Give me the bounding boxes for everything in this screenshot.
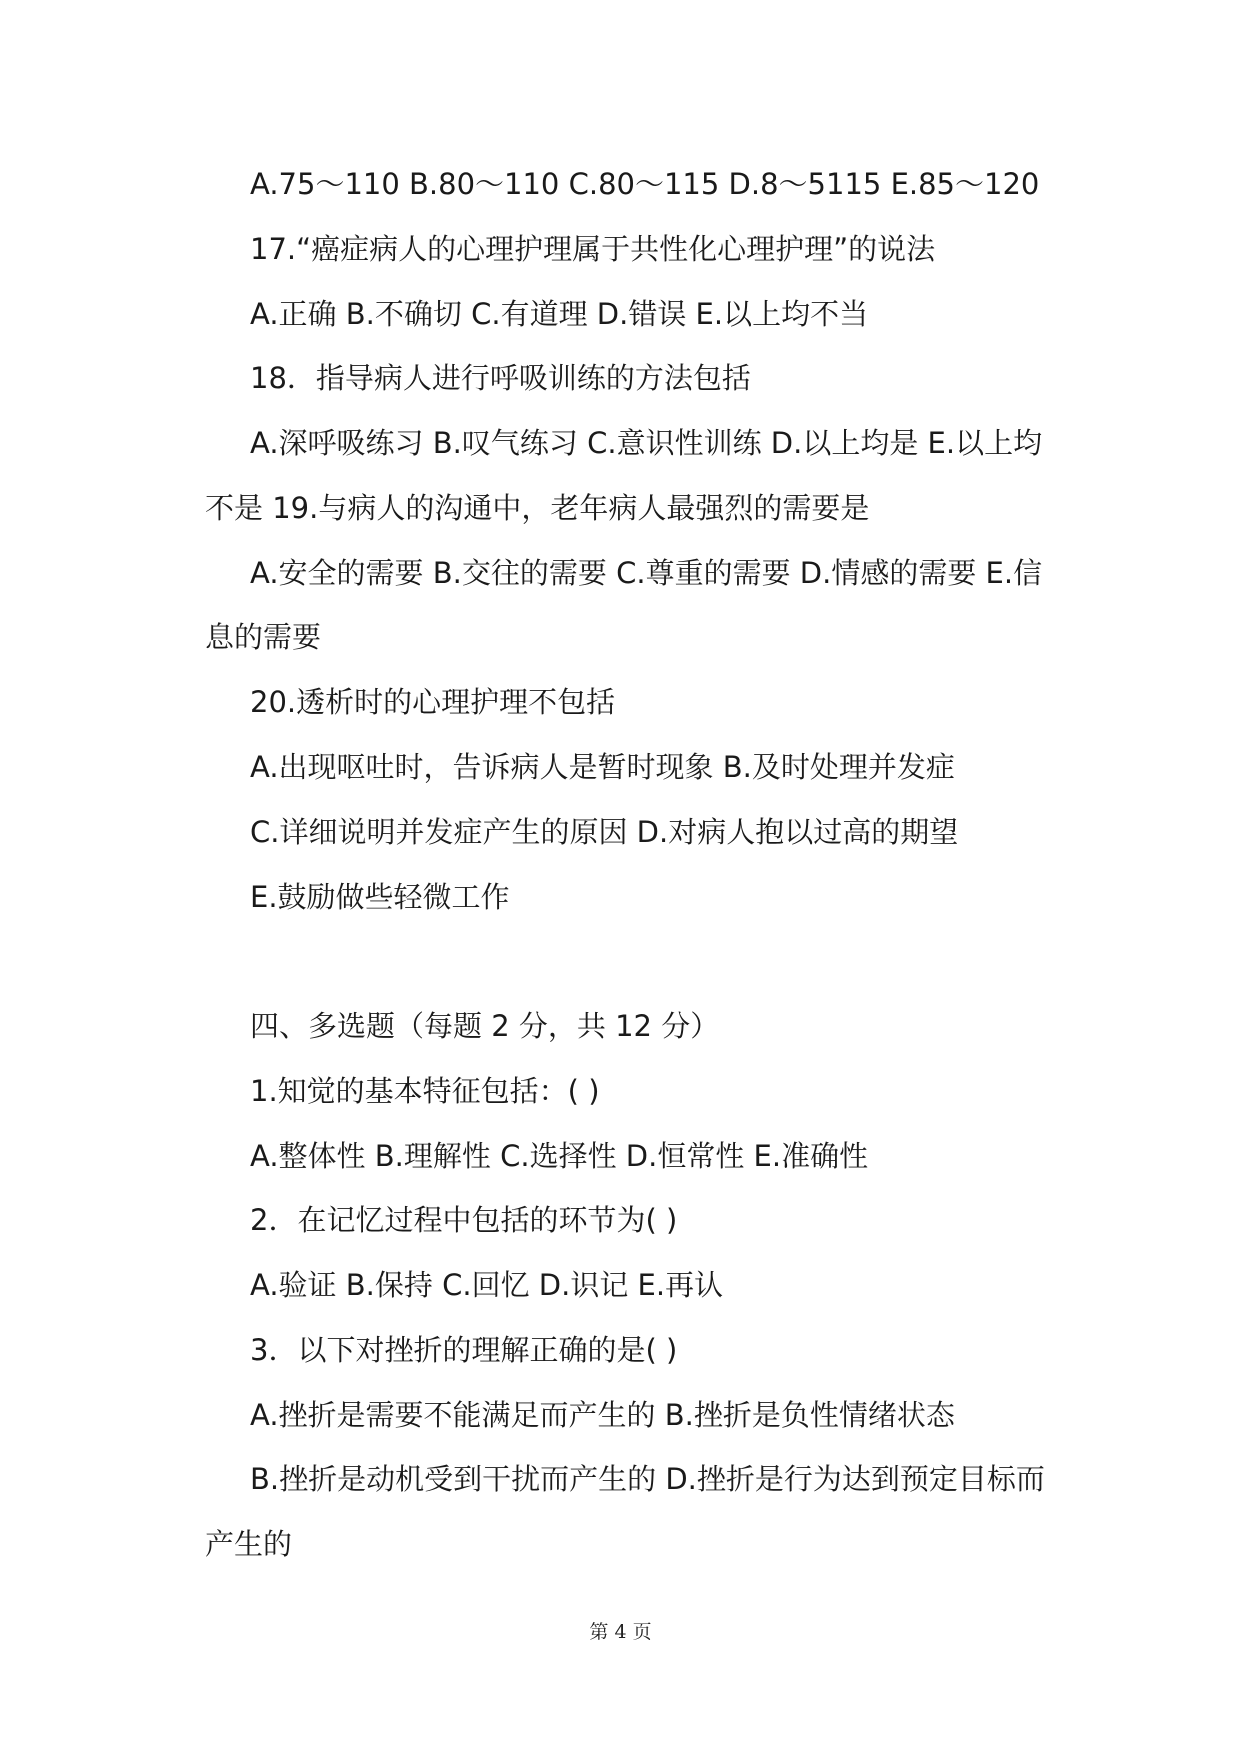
- mc2-stem: 2．在记忆过程中包括的环节为( ): [250, 1203, 678, 1237]
- q20-stem: 20.透析时的心理护理不包括: [250, 685, 616, 719]
- q17-options: A.正确 B.不确切 C.有道理 D.错误 E.以上均不当: [250, 297, 869, 331]
- q18-stem: 18．指导病人进行呼吸训练的方法包括: [250, 361, 751, 395]
- q16-options: A.75～110 B.80～110 C.80～115 D.8～5115 E.85～120: [250, 167, 1040, 201]
- page-number: 第 4 页: [589, 1621, 652, 1643]
- q20-options-cd: C.详细说明并发症产生的原因 D.对病人抱以过高的期望: [250, 815, 959, 849]
- q20-options-e: E.鼓励做些轻微工作: [250, 880, 510, 914]
- mc3-options-cont: 产生的: [205, 1527, 293, 1561]
- q18-options: A.深呼吸练习 B.叹气练习 C.意识性训练 D.以上均是 E.以上均: [250, 426, 1043, 460]
- mc3-stem: 3．以下对挫折的理解正确的是( ): [250, 1333, 678, 1367]
- q19-options: A.安全的需要 B.交往的需要 C.尊重的需要 D.情感的需要 E.信: [250, 556, 1043, 590]
- mc1-options: A.整体性 B.理解性 C.选择性 D.恒常性 E.准确性: [250, 1139, 869, 1173]
- mc1-stem: 1.知觉的基本特征包括：( ): [250, 1074, 600, 1108]
- mc3-options-ab: A.挫折是需要不能满足而产生的 B.挫折是负性情绪状态: [250, 1398, 955, 1432]
- q18-options-cont-q19-stem: 不是 19.与病人的沟通中，老年病人最强烈的需要是: [205, 491, 870, 525]
- section-heading: 四、多选题（每题 2 分，共 12 分）: [250, 1009, 720, 1043]
- mc2-options: A.验证 B.保持 C.回忆 D.识记 E.再认: [250, 1268, 724, 1302]
- q17-stem: 17.“癌症病人的心理护理属于共性化心理护理”的说法: [250, 232, 936, 266]
- q20-options-ab: A.出现呕吐时，告诉病人是暂时现象 B.及时处理并发症: [250, 750, 955, 784]
- mc3-options-cd: B.挫折是动机受到干扰而产生的 D.挫折是行为达到预定目标而: [250, 1462, 1045, 1496]
- q19-options-cont: 息的需要: [205, 620, 322, 654]
